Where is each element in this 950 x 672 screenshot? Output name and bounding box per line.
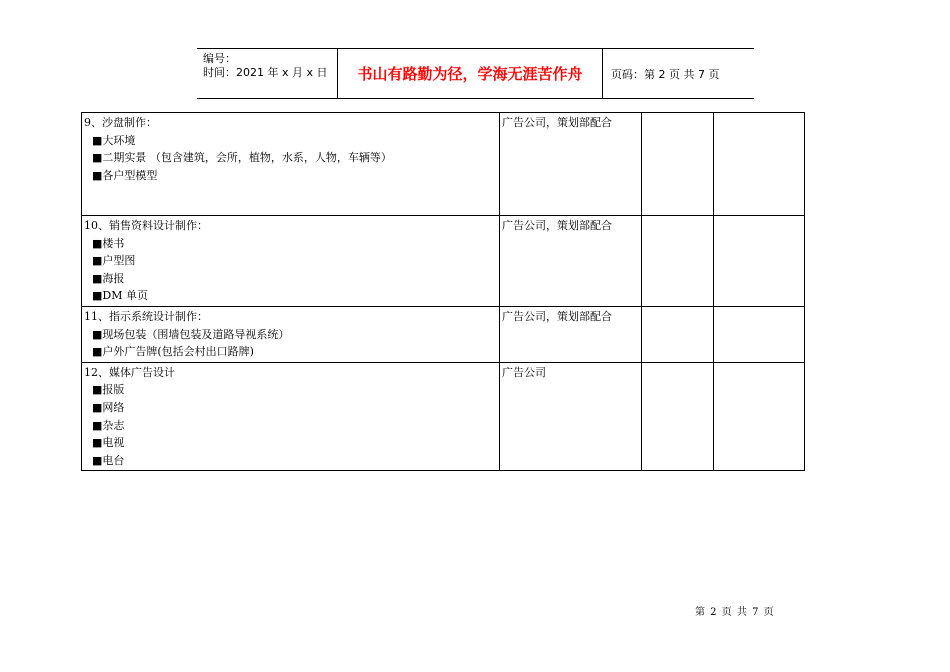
task-title: 11、指示系统设计制作： xyxy=(84,309,208,323)
responsible-cell: 广告公司，策划部配合 xyxy=(500,216,642,307)
empty-cell xyxy=(714,113,805,216)
responsible-cell: 广告公司，策划部配合 xyxy=(500,113,642,216)
header-page-code: 页码：第 2 页 共 7 页 xyxy=(611,67,720,81)
task-item: ■报版 xyxy=(92,383,125,397)
header-meta xyxy=(197,49,338,98)
task-title: 12、媒体广告设计 xyxy=(84,365,175,379)
empty-cell xyxy=(642,113,714,216)
task-item: ■大环境 xyxy=(92,133,136,147)
page-header xyxy=(197,48,754,99)
task-item: ■电台 xyxy=(92,453,125,467)
task-item: ■杂志 xyxy=(92,418,125,432)
table-row xyxy=(82,113,805,216)
plan-table xyxy=(81,112,805,471)
task-cell xyxy=(82,306,500,362)
time-label: 时间：2021 年 x 月 x 日 xyxy=(203,66,328,79)
task-item: ■电视 xyxy=(92,436,125,450)
responsible-cell: 广告公司 xyxy=(500,362,642,471)
empty-cell xyxy=(714,362,805,471)
empty-cell xyxy=(642,306,714,362)
empty-cell xyxy=(642,362,714,471)
task-item: ■各户型模型 xyxy=(92,168,158,182)
task-item: ■二期实景 （包含建筑，会所，植物，水系，人物，车辆等） xyxy=(92,151,392,165)
table-row xyxy=(82,306,805,362)
task-cell xyxy=(82,113,500,216)
task-item: ■海报 xyxy=(92,271,125,285)
task-item: ■网络 xyxy=(92,400,125,414)
task-item: ■DM 单页 xyxy=(92,289,148,303)
task-item: ■楼书 xyxy=(92,236,125,250)
table-row xyxy=(82,362,805,471)
header-motto: 书山有路勤为径，学海无涯苦作舟 xyxy=(338,49,603,98)
responsible-cell: 广告公司，策划部配合 xyxy=(500,306,642,362)
empty-cell xyxy=(714,216,805,307)
page-footer: 第 2 页 共 7 页 xyxy=(695,607,775,618)
task-title: 9、沙盘制作： xyxy=(84,116,157,129)
task-cell xyxy=(82,362,500,471)
number-label: 编号： xyxy=(203,52,236,65)
task-item: ■现场包装（围墙包装及道路导视系统） xyxy=(92,327,290,341)
task-item: ■户型图 xyxy=(92,254,136,268)
table-row xyxy=(82,216,805,307)
empty-cell xyxy=(714,306,805,362)
task-item: ■户外广告牌(包括会村出口路牌) xyxy=(92,345,254,359)
empty-cell xyxy=(642,216,714,307)
task-cell xyxy=(82,216,500,307)
task-title: 10、销售资料设计制作： xyxy=(84,219,208,232)
